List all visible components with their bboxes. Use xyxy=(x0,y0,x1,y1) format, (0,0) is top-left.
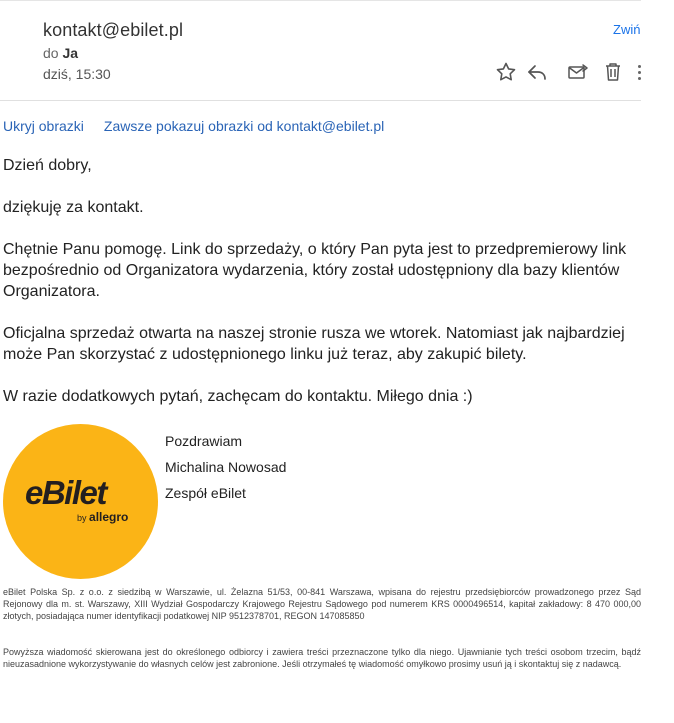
email-date: dziś, 15:30 xyxy=(43,66,111,82)
forward-mail-icon[interactable] xyxy=(566,60,590,84)
recipient-line xyxy=(43,45,78,61)
always-show-images-link[interactable]: Zawsze pokazuj obrazki od kontakt@ebilet.pl xyxy=(103,118,385,134)
signature-team: Zespół eBilet xyxy=(165,485,246,501)
header-divider xyxy=(0,100,641,101)
closing-text: W razie dodatkowych pytań, zachęcam do kontaktu. Miłego dnia :) xyxy=(3,388,473,405)
confidentiality-note: Powyższa wiadomość skierowana jest do określonego odbiorcy i zawiera treści przeznaczone tylko dla niego. Ujawnianie tych treści osobom trzecim, bądź nieuzasadnione wykorzystywanie do własnych celów jest zabronione. Jeśli otrzymałeś tę wiadomość omyłkowo prosimy usuń ją i skontaktuj się z nadawcą. xyxy=(3,647,641,669)
trash-icon[interactable] xyxy=(601,60,625,84)
logo-brand: allegro xyxy=(89,510,129,524)
sender-address[interactable]: kontakt@ebilet.pl xyxy=(43,20,184,40)
thanks-text: dziękuję za kontakt. xyxy=(3,199,144,216)
collapse-button[interactable]: Zwiń xyxy=(613,22,641,37)
company-legal-note: eBilet Polska Sp. z o.o. z siedzibą w Warszawie, ul. Żelazna 51/53, 00-841 Warszawa, wpisana do rejestru przedsiębiorców prowadzonego przez Sąd Rejonowy dla m. st. Warszawy, XIII Wydział Gospodarczy Krajowego Rejestru Sądowego pod numerem KRS 0000496514, kapitał zakładowy: 8 470 000,00 złotych, posiadająca numer identyfikacji podatkowej NIP 9512378701, REGON 147085850 xyxy=(3,587,641,621)
signature xyxy=(165,428,286,506)
email-body xyxy=(3,155,653,428)
recipient-name[interactable]: Ja xyxy=(62,45,79,61)
paragraph-1: Chętnie Panu pomogę. Link do sprzedaży, o który Pan pyta jest to przedpremierowy link bezpośrednio od Organizatora wydarzenia, który został udostępniony dla bazy klientów Organizatora. xyxy=(3,241,627,300)
reply-icon[interactable] xyxy=(525,60,549,84)
signature-greeting: Pozdrawiam xyxy=(165,433,243,449)
logo-byline xyxy=(77,510,128,524)
ebilet-logo xyxy=(3,424,158,579)
top-divider xyxy=(0,0,641,1)
recipient-prefix: do xyxy=(43,45,59,61)
star-icon[interactable] xyxy=(494,60,518,84)
greeting-text: Dzień dobry, xyxy=(3,157,92,174)
logo-by-text: by xyxy=(77,513,87,523)
hide-images-link[interactable]: Ukryj obrazki xyxy=(3,118,84,134)
logo-wordmark: eBilet xyxy=(25,474,106,511)
paragraph-2: Oficjalna sprzedaż otwarta na naszej stronie rusza we wtorek. Natomiast jak najbardziej może Pan skorzystać z udostępnionego linku już teraz, aby zakupić bilety. xyxy=(3,325,625,363)
image-controls xyxy=(3,118,384,134)
signature-name: Michalina Nowosad xyxy=(165,459,287,475)
more-vert-icon[interactable] xyxy=(632,62,646,84)
